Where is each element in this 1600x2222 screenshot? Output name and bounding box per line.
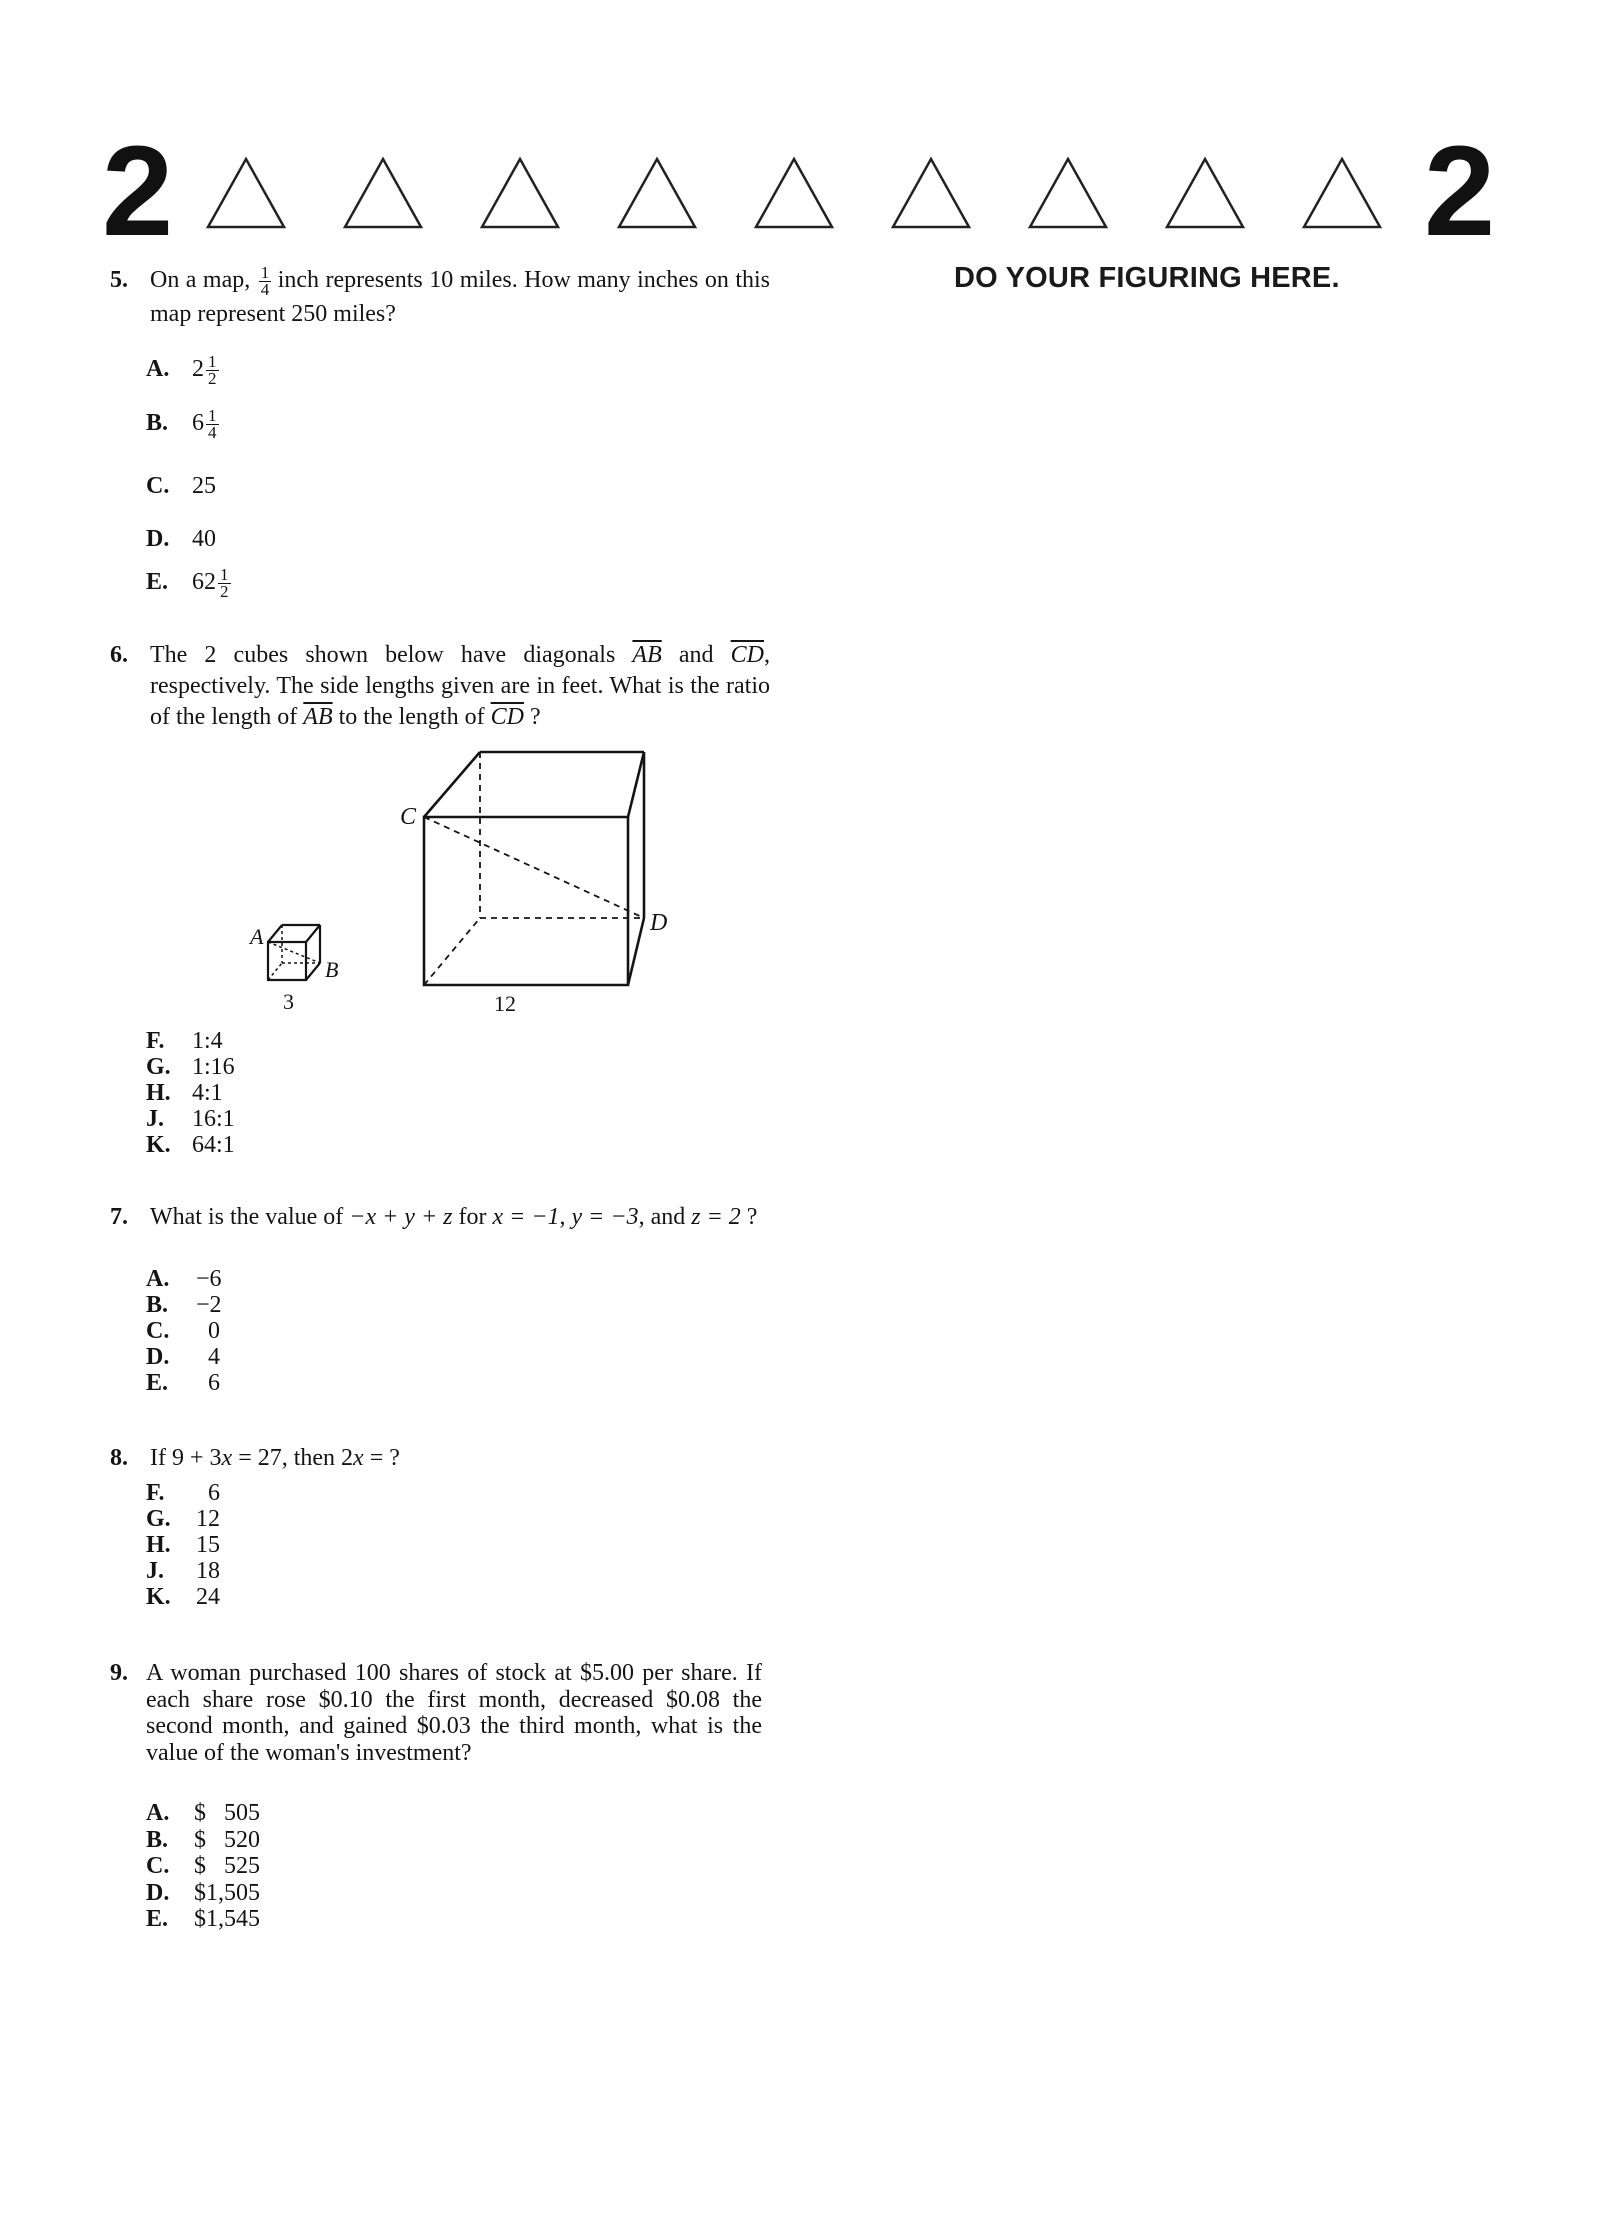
choice-label: F. <box>146 1028 165 1054</box>
answer-choice-g[interactable] <box>146 1506 220 1532</box>
answer-choice-h[interactable] <box>146 1080 235 1106</box>
fraction: $\frac{1}{4}$ <box>208 406 217 442</box>
question-text-part: What is the value of <box>150 1204 344 1230</box>
choice-value: 15 <box>196 1532 220 1558</box>
choice-label: B. <box>146 1826 169 1853</box>
answer-choice-f[interactable] <box>146 1028 235 1054</box>
choice-label: D. <box>146 526 170 552</box>
question-text <box>150 1442 770 1475</box>
choice-label: K. <box>146 1132 171 1158</box>
choice-label: C. <box>146 473 170 499</box>
choice-value: 1:4 <box>192 1028 223 1054</box>
label-d: D <box>650 910 668 936</box>
question-8 <box>110 1442 770 1475</box>
question-number: 5. <box>110 267 128 293</box>
triangle-icon <box>342 156 424 230</box>
question-text: A woman purchased 100 shares of stock at $5.00 per share. If each share rose $0.10 the first month, decreased $0.08 the second month, and gained $0.03 the third month, what is the value of the woman's investment? <box>146 1660 762 1766</box>
choice-value: 1:16 <box>192 1054 235 1080</box>
choice-value: 6 <box>208 1480 220 1506</box>
label-c: C <box>400 804 417 830</box>
choice-label: A. <box>146 1266 170 1292</box>
choice-label: A. <box>146 356 170 383</box>
choice-label: H. <box>146 1080 171 1106</box>
large-side-length: 12 <box>494 991 516 1016</box>
question-number: 6. <box>110 642 128 668</box>
segment-cd: $\overline{CD}$ <box>730 642 764 668</box>
choice-value: −6 <box>196 1266 222 1292</box>
choice-value: 2 <box>192 356 204 383</box>
figuring-area-label: DO YOUR FIGURING HERE. <box>954 262 1340 294</box>
answer-choice-f[interactable] <box>146 1480 220 1506</box>
small-cube-front <box>268 942 306 980</box>
triangle-icon <box>1164 156 1246 230</box>
fraction: $\frac{1}{4}$ <box>260 262 270 299</box>
choice-value: $ 520 <box>194 1826 260 1853</box>
question-9 <box>110 1660 762 1766</box>
answer-choice-j[interactable] <box>146 1106 235 1132</box>
choice-value: $1,545 <box>194 1906 260 1932</box>
segment-ab: $\overline{AB}$ <box>632 642 662 668</box>
triangle-icon <box>1301 156 1383 230</box>
choice-label: D. <box>146 1344 170 1370</box>
question-7 <box>110 1203 770 1231</box>
choice-value: $1,505 <box>194 1879 260 1906</box>
choice-value: 18 <box>196 1558 220 1584</box>
question-text-part: ? <box>529 704 541 730</box>
choice-label: E. <box>146 1906 169 1932</box>
fraction: $\frac{1}{2}$ <box>220 565 229 601</box>
question-number: 7. <box>110 1204 128 1230</box>
answer-choice-b[interactable] <box>146 1827 260 1854</box>
triangle-icon <box>479 156 561 230</box>
choice-value: 16:1 <box>192 1106 235 1132</box>
choice-label: J. <box>146 1106 164 1132</box>
choice-value: $ 525 <box>194 1853 260 1879</box>
question-text-part: inch represents 10 miles. How many inches on this map represent 250 miles? <box>150 267 771 327</box>
choice-value: 0 <box>208 1318 220 1344</box>
choice-label: E. <box>146 1370 169 1396</box>
choice-value: 25 <box>192 473 216 499</box>
choice-value: 64:1 <box>192 1132 235 1158</box>
answer-choice-d[interactable] <box>146 513 231 563</box>
choice-label: C. <box>146 1853 170 1879</box>
question-text-part: and <box>678 642 714 668</box>
answer-choice-b[interactable] <box>146 408 231 460</box>
question-text-part: for <box>458 1204 487 1230</box>
answer-choice-j[interactable] <box>146 1558 220 1584</box>
question-text-part: On a map, <box>150 267 251 293</box>
choice-value: 40 <box>192 526 216 552</box>
answer-choice-h[interactable] <box>146 1532 220 1558</box>
choice-value: $ 505 <box>194 1800 260 1826</box>
question-number: 8. <box>110 1445 128 1471</box>
cubes-figure <box>230 740 710 1020</box>
choice-label: B. <box>146 1292 169 1318</box>
question-text-part: to the length of <box>338 704 485 730</box>
condition-y: y = −3 <box>571 1204 639 1230</box>
choice-label: G. <box>146 1506 171 1532</box>
large-cube <box>424 752 644 985</box>
choice-label: H. <box>146 1532 171 1558</box>
expression: −x + y + z <box>349 1204 453 1230</box>
variable-x: x <box>353 1445 364 1471</box>
answer-choice-b[interactable] <box>146 1292 222 1318</box>
choice-label: E. <box>146 569 169 596</box>
answer-choice-e[interactable] <box>146 1906 260 1933</box>
choice-value: 4 <box>208 1344 220 1370</box>
small-cube <box>268 925 320 980</box>
choice-value: 12 <box>196 1506 220 1532</box>
choice-value: 4:1 <box>192 1080 223 1106</box>
question-text-part: , respectively. The side lengths given are in feet. What is the ratio of the length of <box>150 642 770 730</box>
triangle-icon <box>205 156 287 230</box>
choices-q5 <box>146 354 231 619</box>
choice-label: K. <box>146 1584 171 1610</box>
choice-label: A. <box>146 1800 170 1826</box>
choice-label: J. <box>146 1558 164 1584</box>
question-text <box>150 264 770 331</box>
answer-choice-g[interactable] <box>146 1054 235 1080</box>
section-number-left: 2 <box>102 120 174 263</box>
choices-q7 <box>146 1266 222 1396</box>
segment-cd: $\overline{CD}$ <box>490 704 524 730</box>
answer-choice-k[interactable] <box>146 1132 235 1158</box>
answer-choice-d[interactable] <box>146 1880 260 1907</box>
triangle-icon <box>890 156 972 230</box>
triangle-row <box>205 156 1385 236</box>
question-6 <box>110 640 770 733</box>
answer-choice-a[interactable] <box>146 354 231 408</box>
question-text-part: = 27, then 2 <box>232 1445 354 1471</box>
answer-choice-e[interactable] <box>146 1370 222 1396</box>
segment-ab: $\overline{AB}$ <box>303 704 333 730</box>
choice-label: D. <box>146 1879 170 1906</box>
question-text <box>150 640 770 733</box>
choice-value: 62 <box>192 569 216 596</box>
choice-value: 6 <box>192 410 204 437</box>
choices-q6 <box>146 1028 235 1158</box>
condition-x: x = −1 <box>492 1204 560 1230</box>
answer-choice-d[interactable] <box>146 1344 222 1370</box>
answer-choice-c[interactable] <box>146 1318 222 1344</box>
answer-choice-e[interactable] <box>146 563 231 619</box>
question-text-part: ? <box>746 1204 758 1230</box>
variable-x: x <box>221 1445 233 1471</box>
label-a: A <box>250 924 264 949</box>
choice-label: B. <box>146 410 169 437</box>
choices-q9 <box>146 1800 260 1933</box>
answer-choice-a[interactable] <box>146 1266 222 1292</box>
question-text-part: If 9 + 3 <box>150 1445 222 1471</box>
large-cube-front <box>424 817 628 985</box>
choice-value: 6 <box>208 1370 220 1396</box>
choice-value: 24 <box>196 1584 220 1610</box>
fraction: $\frac{1}{2}$ <box>208 352 217 388</box>
label-b: B <box>325 957 339 982</box>
answer-choice-c[interactable] <box>146 1853 260 1880</box>
answer-choice-a[interactable] <box>146 1800 260 1827</box>
question-number: 9. <box>110 1660 128 1686</box>
choice-label: F. <box>146 1480 165 1506</box>
question-text-part: , and <box>638 1204 686 1230</box>
choice-label: G. <box>146 1054 171 1080</box>
choices-q8 <box>146 1480 220 1610</box>
answer-choice-k[interactable] <box>146 1584 220 1610</box>
section-number-right: 2 <box>1424 120 1496 263</box>
question-text-part: = ? <box>363 1445 400 1471</box>
question-text-part: The 2 cubes shown below have diagonals <box>150 642 616 668</box>
triangle-icon <box>1027 156 1109 230</box>
choice-value: −2 <box>196 1292 222 1318</box>
condition-z: z = 2 <box>691 1204 741 1230</box>
answer-choice-c[interactable] <box>146 460 231 513</box>
question-text: What is the value of −x + y + z for x = −1, y = −3, and z = 2 ? <box>150 1204 758 1230</box>
question-5 <box>110 264 770 331</box>
triangle-icon <box>753 156 835 230</box>
choice-label: C. <box>146 1318 170 1344</box>
triangle-icon <box>616 156 698 230</box>
small-side-length: 3 <box>283 989 294 1014</box>
